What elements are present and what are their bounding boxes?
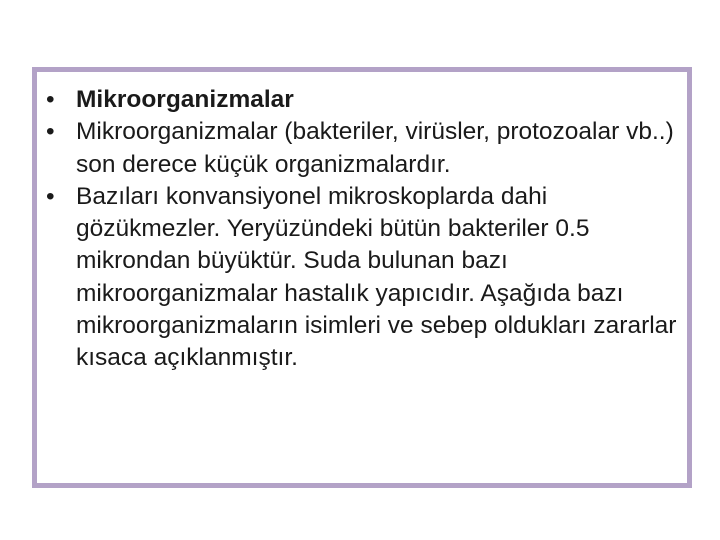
bullet-dot-icon: •	[46, 118, 55, 146]
bullet-text-details: Bazıları konvansiyonel mikroskoplarda dahi gözükmezler. Yeryüzündeki bütün bakteriler 0.5 mikrondan büyüktür. Suda bulunan bazı mikroorganizmalar hastalık yapıcıdır. Aşağıda bazı mikroorganizmaların isimleri ve sebep oldukları zararlar kısaca açıklanmıştır.	[76, 182, 677, 372]
bullet-item-title	[44, 84, 680, 116]
bullet-dot-icon: •	[46, 86, 55, 113]
bullet-text-definition: Mikroorganizmalar (bakteriler, virüsler, protozoalar vb..) son derece küçük organizmalardır.	[76, 118, 674, 178]
content-text-box	[32, 67, 692, 488]
bullet-list	[44, 84, 680, 375]
bullet-dot-icon: •	[46, 182, 55, 210]
bullet-item-details	[44, 181, 680, 375]
bullet-item-definition	[44, 116, 680, 181]
bullet-text-title: Mikroorganizmalar	[76, 86, 294, 113]
